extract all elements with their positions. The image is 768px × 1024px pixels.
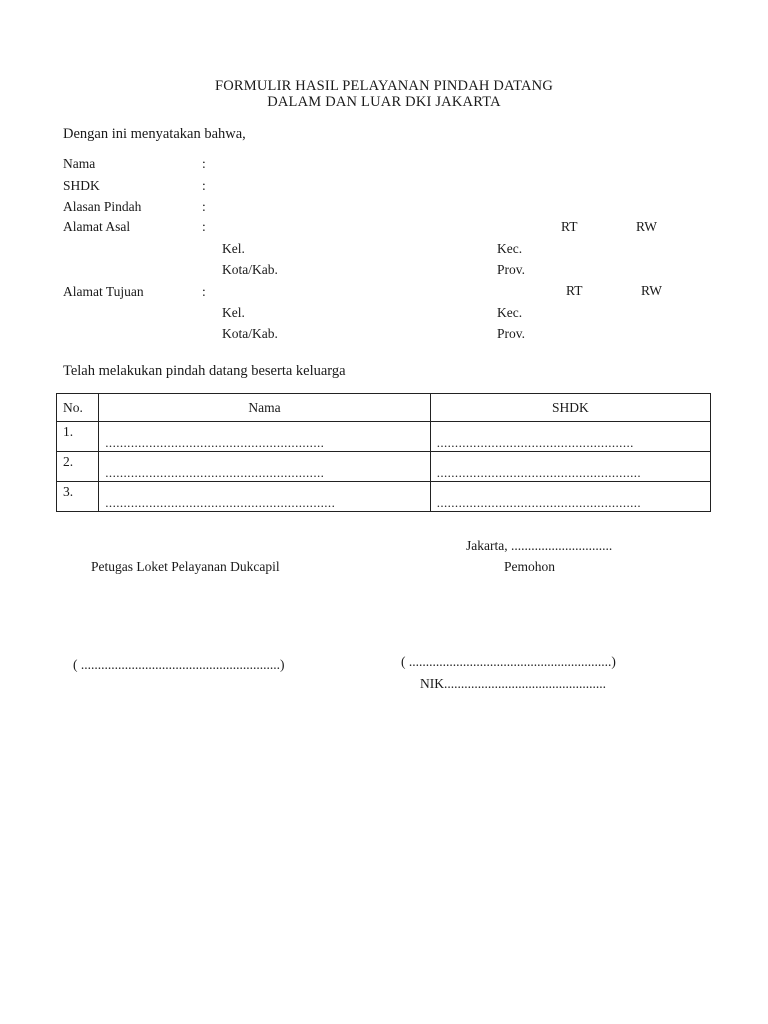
colon-alamat-tujuan: : (202, 284, 206, 299)
colon-nama: : (202, 156, 206, 171)
label-tujuan-kota-kab: Kota/Kab. (222, 326, 278, 341)
label-nama: Nama (63, 156, 96, 171)
row-number: 1. (63, 424, 74, 439)
colon-shdk: : (202, 178, 206, 193)
label-alamat-asal: Alamat Asal (63, 219, 131, 234)
label-tujuan-prov: Prov. (497, 326, 526, 341)
shdk-blank[interactable]: ...................................................... (436, 435, 634, 450)
label-tujuan-rw: RW (641, 283, 663, 298)
place-date[interactable]: Jakarta, .............................. (466, 538, 613, 553)
label-alamat-tujuan: Alamat Tujuan (63, 284, 144, 299)
table-row (57, 422, 711, 452)
row-number: 2. (63, 454, 74, 469)
label-alasan-pindah: Alasan Pindah (63, 199, 142, 214)
family-statement: Telah melakukan pindah datang beserta keluarga (63, 363, 346, 379)
applicant-signature-line[interactable]: ( ............................................................) (401, 654, 616, 669)
label-tujuan-kec: Kec. (497, 305, 523, 320)
header-no: No. (57, 394, 99, 422)
table-row (57, 452, 711, 482)
label-asal-kota-kab: Kota/Kab. (222, 262, 278, 277)
header-shdk: SHDK (430, 394, 710, 422)
shdk-blank[interactable]: ........................................................ (436, 465, 642, 480)
table-row (57, 482, 711, 512)
applicant-nik[interactable]: NIK................................................ (420, 676, 606, 691)
form-title-line2: DALAM DAN LUAR DKI JAKARTA (267, 94, 501, 110)
label-asal-prov: Prov. (497, 262, 526, 277)
officer-label: Petugas Loket Pelayanan Dukcapil (91, 559, 280, 574)
nama-blank[interactable]: ............................................................... (105, 495, 336, 510)
label-asal-kel: Kel. (222, 241, 245, 256)
header-nama: Nama (99, 394, 430, 422)
row-number: 3. (63, 484, 74, 499)
label-tujuan-rt: RT (566, 283, 583, 298)
label-shdk: SHDK (63, 178, 100, 193)
officer-signature-line[interactable]: ( ...........................................................) (73, 657, 285, 672)
label-asal-rw: RW (636, 219, 658, 234)
applicant-label: Pemohon (504, 559, 556, 574)
table-header-row (57, 394, 711, 422)
label-tujuan-kel: Kel. (222, 305, 245, 320)
nama-blank[interactable]: ............................................................ (105, 435, 325, 450)
label-asal-kec: Kec. (497, 241, 523, 256)
colon-alamat-asal: : (202, 219, 206, 234)
label-asal-rt: RT (561, 219, 578, 234)
colon-alasan-pindah: : (202, 199, 206, 214)
intro-statement: Dengan ini menyatakan bahwa, (63, 126, 246, 142)
form-title-line1: FORMULIR HASIL PELAYANAN PINDAH DATANG (214, 78, 554, 94)
family-table (56, 393, 711, 512)
shdk-blank[interactable]: ........................................................ (436, 495, 642, 510)
nama-blank[interactable]: ............................................................ (105, 465, 325, 480)
